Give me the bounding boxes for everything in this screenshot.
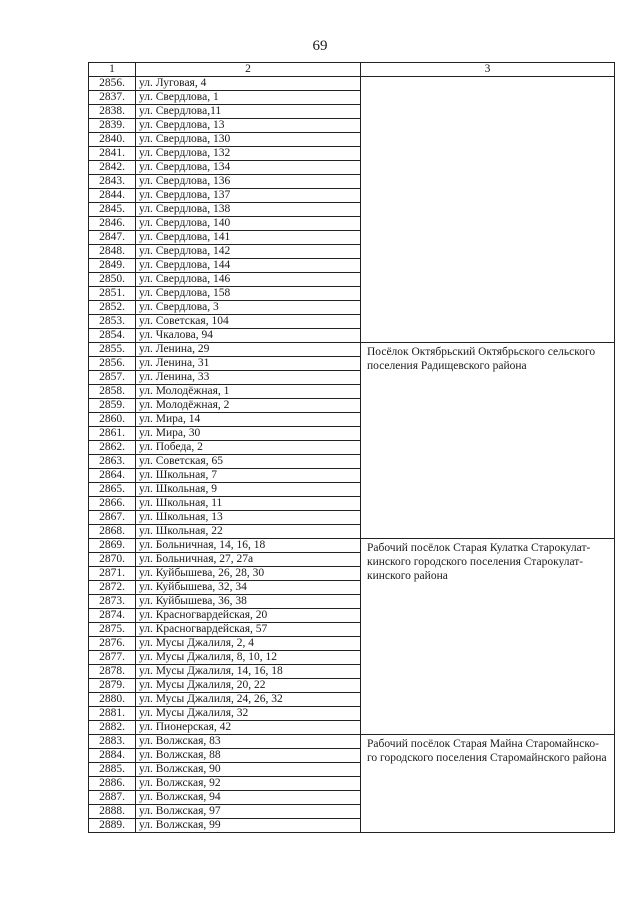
address-cell: ул. Свердлова, 141 <box>136 231 361 245</box>
row-number: 2856. <box>89 77 136 91</box>
locality-cell <box>361 77 615 343</box>
address-cell: ул. Свердлова, 146 <box>136 273 361 287</box>
address-cell: ул. Красногвардейская, 57 <box>136 623 361 637</box>
address-cell: ул. Школьная, 11 <box>136 497 361 511</box>
row-number: 2850. <box>89 273 136 287</box>
address-cell: ул. Куйбышева, 32, 34 <box>136 581 361 595</box>
column-header-number: 1 <box>89 63 136 77</box>
row-number: 2837. <box>89 91 136 105</box>
row-number: 2888. <box>89 805 136 819</box>
address-cell: ул. Больничная, 14, 16, 18 <box>136 539 361 553</box>
row-number: 2867. <box>89 511 136 525</box>
row-number: 2883. <box>89 735 136 749</box>
row-number: 2882. <box>89 721 136 735</box>
address-cell: ул. Мира, 30 <box>136 427 361 441</box>
row-number: 2871. <box>89 567 136 581</box>
address-cell: ул. Волжская, 90 <box>136 763 361 777</box>
row-number: 2844. <box>89 189 136 203</box>
row-number: 2843. <box>89 175 136 189</box>
row-number: 2872. <box>89 581 136 595</box>
column-header-address: 2 <box>136 63 361 77</box>
row-number: 2887. <box>89 791 136 805</box>
address-cell: ул. Ленина, 31 <box>136 357 361 371</box>
row-number: 2854. <box>89 329 136 343</box>
row-number: 2862. <box>89 441 136 455</box>
row-number: 2856. <box>89 357 136 371</box>
address-cell: ул. Школьная, 7 <box>136 469 361 483</box>
row-number: 2874. <box>89 609 136 623</box>
row-number: 2879. <box>89 679 136 693</box>
address-cell: ул. Свердлова, 13 <box>136 119 361 133</box>
table-row <box>89 539 615 553</box>
row-number: 2885. <box>89 763 136 777</box>
address-cell: ул. Волжская, 99 <box>136 819 361 833</box>
table-header-row <box>89 63 615 77</box>
row-number: 2880. <box>89 693 136 707</box>
row-number: 2838. <box>89 105 136 119</box>
address-cell: ул. Мусы Джалиля, 24, 26, 32 <box>136 693 361 707</box>
row-number: 2870. <box>89 553 136 567</box>
row-number: 2875. <box>89 623 136 637</box>
row-number: 2863. <box>89 455 136 469</box>
address-cell: ул. Мусы Джалиля, 2, 4 <box>136 637 361 651</box>
row-number: 2876. <box>89 637 136 651</box>
address-cell: ул. Пионерская, 42 <box>136 721 361 735</box>
address-cell: ул. Чкалова, 94 <box>136 329 361 343</box>
address-cell: ул. Мусы Джалиля, 32 <box>136 707 361 721</box>
row-number: 2878. <box>89 665 136 679</box>
address-cell: ул. Свердлова, 137 <box>136 189 361 203</box>
row-number: 2845. <box>89 203 136 217</box>
table-row <box>89 735 615 749</box>
table-body <box>89 77 615 833</box>
locality-cell: Посёлок Октябрьский Октябрьского сельского поселения Радищевского района <box>361 343 615 539</box>
row-number: 2851. <box>89 287 136 301</box>
row-number: 2886. <box>89 777 136 791</box>
address-cell: ул. Волжская, 94 <box>136 791 361 805</box>
row-number: 2848. <box>89 245 136 259</box>
row-number: 2840. <box>89 133 136 147</box>
address-cell: ул. Ленина, 29 <box>136 343 361 357</box>
row-number: 2852. <box>89 301 136 315</box>
address-cell: ул. Луговая, 4 <box>136 77 361 91</box>
address-cell: ул. Куйбышева, 36, 38 <box>136 595 361 609</box>
address-cell: ул. Волжская, 83 <box>136 735 361 749</box>
address-cell: ул. Свердлова, 134 <box>136 161 361 175</box>
locality-cell: Рабочий посёлок Старая Кулатка Старокулат-кинского городского поселения Старокулат-кинского района <box>361 539 615 735</box>
row-number: 2846. <box>89 217 136 231</box>
address-cell: ул. Больничная, 27, 27а <box>136 553 361 567</box>
address-cell: ул. Свердлова, 1 <box>136 91 361 105</box>
address-cell: ул. Молодёжная, 2 <box>136 399 361 413</box>
row-number: 2857. <box>89 371 136 385</box>
row-number: 2849. <box>89 259 136 273</box>
address-cell: ул. Школьная, 22 <box>136 525 361 539</box>
address-cell: ул. Мусы Джалиля, 8, 10, 12 <box>136 651 361 665</box>
address-cell: ул. Молодёжная, 1 <box>136 385 361 399</box>
address-cell: ул. Мусы Джалиля, 20, 22 <box>136 679 361 693</box>
address-cell: ул. Свердлова, 130 <box>136 133 361 147</box>
row-number: 2839. <box>89 119 136 133</box>
row-number: 2889. <box>89 819 136 833</box>
address-cell: ул. Школьная, 9 <box>136 483 361 497</box>
row-number: 2864. <box>89 469 136 483</box>
row-number: 2847. <box>89 231 136 245</box>
address-cell: ул. Ленина, 33 <box>136 371 361 385</box>
row-number: 2865. <box>89 483 136 497</box>
address-cell: ул. Свердлова, 158 <box>136 287 361 301</box>
row-number: 2861. <box>89 427 136 441</box>
row-number: 2868. <box>89 525 136 539</box>
table-row <box>89 77 615 91</box>
address-cell: ул. Свердлова, 144 <box>136 259 361 273</box>
address-cell: ул. Школьная, 13 <box>136 511 361 525</box>
address-cell: ул. Свердлова, 140 <box>136 217 361 231</box>
row-number: 2869. <box>89 539 136 553</box>
row-number: 2866. <box>89 497 136 511</box>
address-cell: ул. Мусы Джалиля, 14, 16, 18 <box>136 665 361 679</box>
column-header-locality: 3 <box>361 63 615 77</box>
page-number: 69 <box>312 38 328 54</box>
row-number: 2842. <box>89 161 136 175</box>
locality-cell: Рабочий посёлок Старая Майна Старомайнско-го городского поселения Старомайнского района <box>361 735 615 833</box>
table-row <box>89 343 615 357</box>
address-cell: ул. Советская, 65 <box>136 455 361 469</box>
row-number: 2884. <box>89 749 136 763</box>
address-cell: ул. Мира, 14 <box>136 413 361 427</box>
address-cell: ул. Куйбышева, 26, 28, 30 <box>136 567 361 581</box>
row-number: 2855. <box>89 343 136 357</box>
row-number: 2860. <box>89 413 136 427</box>
row-number: 2859. <box>89 399 136 413</box>
address-cell: ул. Волжская, 97 <box>136 805 361 819</box>
row-number: 2877. <box>89 651 136 665</box>
row-number: 2853. <box>89 315 136 329</box>
address-cell: ул. Советская, 104 <box>136 315 361 329</box>
row-number: 2841. <box>89 147 136 161</box>
address-registry-table <box>88 62 615 833</box>
address-cell: ул. Свердлова, 138 <box>136 203 361 217</box>
address-cell: ул. Победа, 2 <box>136 441 361 455</box>
address-cell: ул. Красногвардейская, 20 <box>136 609 361 623</box>
address-cell: ул. Свердлова, 3 <box>136 301 361 315</box>
address-cell: ул. Свердлова, 142 <box>136 245 361 259</box>
address-cell: ул. Свердлова,11 <box>136 105 361 119</box>
address-cell: ул. Свердлова, 132 <box>136 147 361 161</box>
row-number: 2858. <box>89 385 136 399</box>
address-cell: ул. Свердлова, 136 <box>136 175 361 189</box>
address-cell: ул. Волжская, 88 <box>136 749 361 763</box>
address-cell: ул. Волжская, 92 <box>136 777 361 791</box>
row-number: 2873. <box>89 595 136 609</box>
row-number: 2881. <box>89 707 136 721</box>
